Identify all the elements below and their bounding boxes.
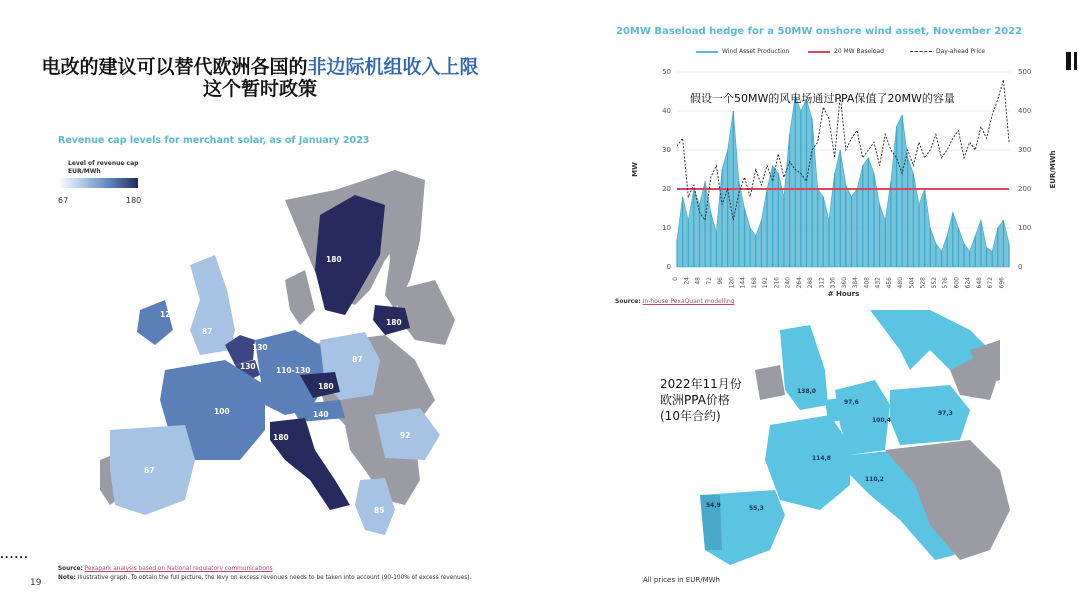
x-tick-384: 384 xyxy=(852,277,860,289)
label-italy: 180 xyxy=(273,433,289,442)
x-tick-192: 192 xyxy=(762,277,770,289)
x-tick-336: 336 xyxy=(829,277,837,289)
legend-price xyxy=(910,48,985,55)
y-tick-30: 30 xyxy=(662,146,671,154)
x-tick-240: 240 xyxy=(784,277,792,289)
x-tick-72: 72 xyxy=(705,277,713,285)
map-ireland xyxy=(137,300,173,345)
label-austria: 140 xyxy=(313,410,329,419)
label-lithuania: 180 xyxy=(386,318,402,327)
right-source xyxy=(615,298,734,305)
ppa-label-spain: 55,3 xyxy=(749,505,764,512)
left-note xyxy=(58,575,471,581)
ppa-title-1: 2022年11月份 xyxy=(660,377,742,391)
y2-axis-label: EUR/MWh xyxy=(1049,150,1057,189)
map-denmark xyxy=(285,270,315,325)
x-tick-648: 648 xyxy=(975,277,983,289)
x-tick-504: 504 xyxy=(908,277,916,289)
left-note-text: Illustrative graph. To obtain the full picture, the levy on excess revenues needs to be taken into account (90-100% of excess revenues). xyxy=(77,575,472,581)
y2-tick-100: 100 xyxy=(1018,224,1032,232)
label-greece: 85 xyxy=(374,506,385,515)
x-tick-552: 552 xyxy=(930,277,938,289)
x-tick-288: 288 xyxy=(807,277,815,289)
map-uk xyxy=(190,255,235,355)
y2-tick-500: 500 xyxy=(1018,68,1032,76)
title-highlight: 非边际机组收入上限 xyxy=(307,56,479,78)
left-source xyxy=(58,566,273,572)
x-tick-672: 672 xyxy=(987,277,995,289)
x-tick-312: 312 xyxy=(818,277,826,289)
left-source-label: Source: xyxy=(58,566,83,572)
left-source-text: Pexapark analysis based on National regulatory communications xyxy=(84,566,273,572)
left-map-subtitle: Revenue cap levels for merchant solar, as of January 2023 xyxy=(58,135,370,146)
legend-max: 180 xyxy=(126,196,142,205)
x-tick-24: 24 xyxy=(683,277,691,285)
title-line2: 这个暂时政策 xyxy=(202,78,317,100)
legend-title-2: EUR/MWh xyxy=(68,168,101,175)
ppa-map-uk xyxy=(780,325,828,410)
legend-wind-label: Wind Asset Production xyxy=(722,48,790,55)
y2-tick-400: 400 xyxy=(1018,107,1032,115)
ppa-label-italy: 110,2 xyxy=(865,476,884,483)
legend-min: 67 xyxy=(58,196,69,205)
legend-baseload xyxy=(808,48,884,55)
legend-wind xyxy=(696,48,789,55)
chart-title: 20MW Baseload hedge for a 50MW onshore wind asset, November 2022 xyxy=(616,26,1023,37)
decorative-dots: ...... xyxy=(0,550,29,561)
right-source-text: In-house PexaQuant modelling xyxy=(642,298,735,305)
label-romania: 92 xyxy=(400,431,411,440)
x-tick-48: 48 xyxy=(694,277,702,285)
ppa-label-germany: 100,4 xyxy=(872,417,891,424)
label-belgium: 130 xyxy=(240,362,256,371)
chart-annotation: 假设一个50MW的风电场通过PPA保值了20MW的容量 xyxy=(690,92,955,105)
ppa-label-poland: 97,3 xyxy=(938,410,953,417)
x-tick-120: 120 xyxy=(728,277,736,289)
x-tick-408: 408 xyxy=(863,277,871,289)
page-number: 19 xyxy=(30,578,42,588)
y-axis-label: MW xyxy=(631,162,639,177)
x-tick-144: 144 xyxy=(739,277,747,289)
map-italy xyxy=(270,418,350,510)
label-sweden: 180 xyxy=(326,255,342,264)
legend-price-label: Day-ahead Price xyxy=(936,48,986,55)
ppa-label-uk: 138,0 xyxy=(797,388,816,395)
ppa-label-belgium: 97,6 xyxy=(844,399,859,406)
x-tick-696: 696 xyxy=(998,277,1006,289)
y-tick-40: 40 xyxy=(662,107,671,115)
x-tick-168: 168 xyxy=(750,277,758,289)
y2-tick-0: 0 xyxy=(1018,263,1023,271)
y-tick-50: 50 xyxy=(662,68,671,76)
x-tick-432: 432 xyxy=(874,277,882,289)
corner-marker xyxy=(1066,52,1071,70)
ppa-title-3: (10年合约) xyxy=(660,409,721,423)
ppa-title xyxy=(660,376,742,424)
label-ireland: 120 xyxy=(160,310,176,319)
x-tick-624: 624 xyxy=(964,277,972,289)
x-tick-528: 528 xyxy=(919,277,927,289)
label-germany: 110-130 xyxy=(276,366,311,375)
y2-tick-300: 300 xyxy=(1018,146,1032,154)
label-czechia: 180 xyxy=(318,382,334,391)
page-title xyxy=(0,56,520,100)
x-tick-576: 576 xyxy=(942,277,950,289)
label-uk: 87 xyxy=(202,327,213,336)
left-note-label: Note: xyxy=(58,575,76,581)
x-tick-480: 480 xyxy=(897,277,905,289)
legend-wind-swatch xyxy=(696,51,718,53)
y-tick-20: 20 xyxy=(662,185,671,193)
ppa-title-2: 欧洲PPA价格 xyxy=(660,393,730,407)
x-tick-0: 0 xyxy=(672,277,679,281)
revenue-cap-map xyxy=(55,160,475,570)
label-spain: 67 xyxy=(144,466,155,475)
x-tick-360: 360 xyxy=(840,277,848,289)
label-netherlands: 130 xyxy=(252,343,268,352)
y-tick-10: 10 xyxy=(662,224,671,232)
ppa-map-france xyxy=(765,415,850,510)
x-axis-label: # Hours xyxy=(827,290,860,298)
label-poland: 87 xyxy=(352,355,363,364)
legend-baseload-swatch xyxy=(808,51,830,53)
y-tick-0: 0 xyxy=(666,263,671,271)
legend-title-1: Level of revenue cap xyxy=(68,160,139,167)
ppa-map-ireland xyxy=(755,365,785,400)
ppa-label-france: 114,8 xyxy=(812,455,831,462)
x-tick-264: 264 xyxy=(795,277,803,289)
ppa-map-poland xyxy=(890,385,970,445)
title-prefix: 电改的建议可以替代欧洲各国的 xyxy=(41,56,308,78)
ppa-price-map xyxy=(700,310,1040,590)
right-source-label: Source: xyxy=(615,298,641,305)
label-france: 100 xyxy=(214,407,230,416)
legend-baseload-label: 20 MW Baseload xyxy=(834,48,884,55)
x-tick-96: 96 xyxy=(717,277,725,285)
corner-marker-2 xyxy=(1074,52,1077,70)
x-tick-216: 216 xyxy=(773,277,781,289)
x-tick-600: 600 xyxy=(953,277,961,289)
ppa-label-portugal: 54,9 xyxy=(706,502,721,509)
all-prices-note: All prices in EUR/MWh xyxy=(643,576,720,584)
legend-price-swatch xyxy=(910,51,932,52)
x-tick-456: 456 xyxy=(885,277,893,289)
y2-tick-200: 200 xyxy=(1018,185,1032,193)
